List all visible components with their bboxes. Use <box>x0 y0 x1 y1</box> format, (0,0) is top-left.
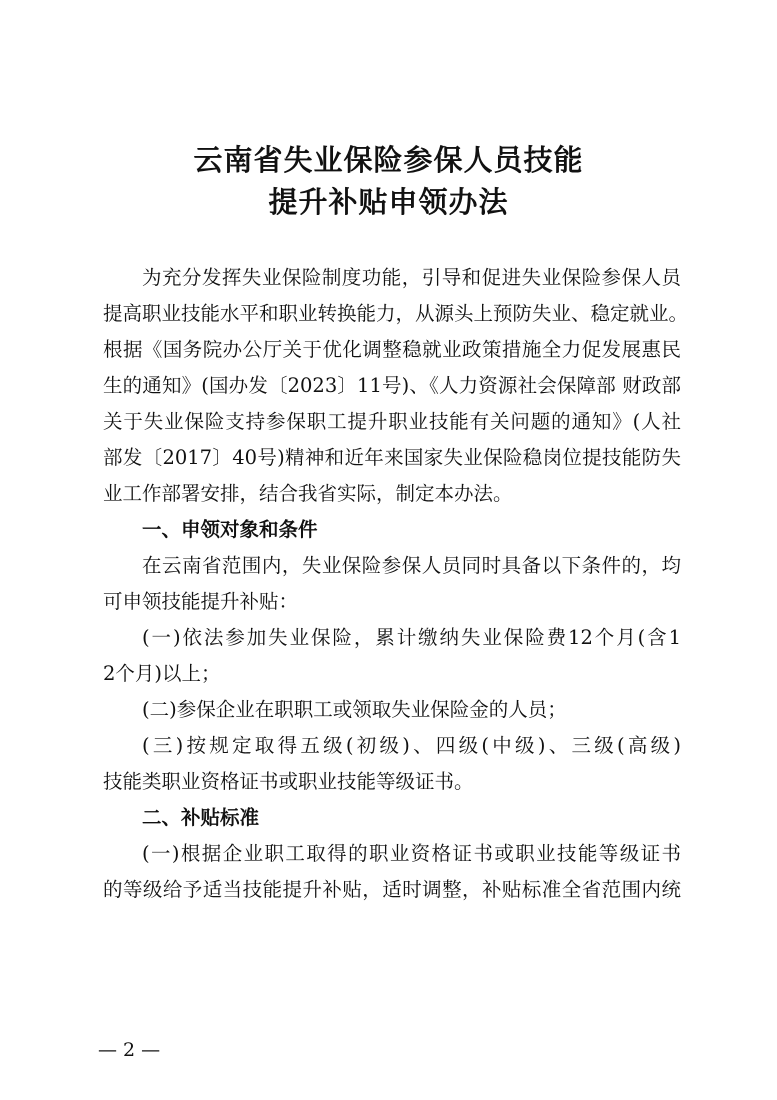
intro-line: 为充分发挥失业保险制度功能，引导和促进失业保险参保人员 <box>142 266 681 289</box>
paragraph-line: (一)根据企业职工取得的职业资格证书或职业技能等级证书 <box>142 842 681 865</box>
intro-line: 提高职业技能水平和职业转换能力，从源头上预防失业、稳定就业。 <box>103 302 689 325</box>
section-heading-2: 二、补贴标准 <box>142 806 260 829</box>
paragraph-line: (一)依法参加失业保险，累计缴纳失业保险费12个月(含1 <box>142 626 681 649</box>
section1-intro-paragraph <box>103 548 681 620</box>
intro-line: 生的通知》(国办发〔2023〕11号)、《人力资源社会保障部 财政部 <box>103 374 681 397</box>
document-title-line-2: 提升补贴申领办法 <box>268 185 509 219</box>
intro-line: 部发〔2017〕40号)精神和近年来国家失业保险稳岗位提技能防失 <box>103 446 681 469</box>
section1-item-2 <box>103 692 681 728</box>
paragraph-line: 技能类职业资格证书或职业技能等级证书。 <box>103 770 474 793</box>
document-title-line-1: 云南省失业保险参保人员技能 <box>193 143 584 177</box>
intro-line: 业工作部署安排，结合我省实际，制定本办法。 <box>103 482 513 505</box>
paragraph-line: (二)参保企业在职职工或领取失业保险金的人员； <box>142 698 567 721</box>
intro-paragraph <box>103 260 689 512</box>
section2-item-1 <box>103 836 681 908</box>
intro-line: 根据《国务院办公厅关于优化调整稳就业政策措施全力促发展惠民 <box>103 338 681 361</box>
document-body <box>103 260 689 908</box>
paragraph-line: 2个月)以上； <box>103 662 221 685</box>
paragraph-line: 可申领技能提升补贴： <box>103 590 299 613</box>
page-number: — 2 — <box>98 1039 161 1061</box>
section-heading-1: 一、申领对象和条件 <box>142 518 318 541</box>
section1-item-1 <box>103 620 681 692</box>
intro-line: 关于失业保险支持参保职工提升职业技能有关问题的通知》(人社 <box>103 410 681 433</box>
paragraph-line: 在云南省范围内，失业保险参保人员同时具备以下条件的，均 <box>142 554 681 577</box>
section1-item-3 <box>103 728 681 800</box>
paragraph-line: (三)按规定取得五级(初级)、四级(中级)、三级(高级) <box>142 734 681 757</box>
paragraph-line: 的等级给予适当技能提升补贴，适时调整，补贴标准全省范围内统 <box>103 878 681 901</box>
